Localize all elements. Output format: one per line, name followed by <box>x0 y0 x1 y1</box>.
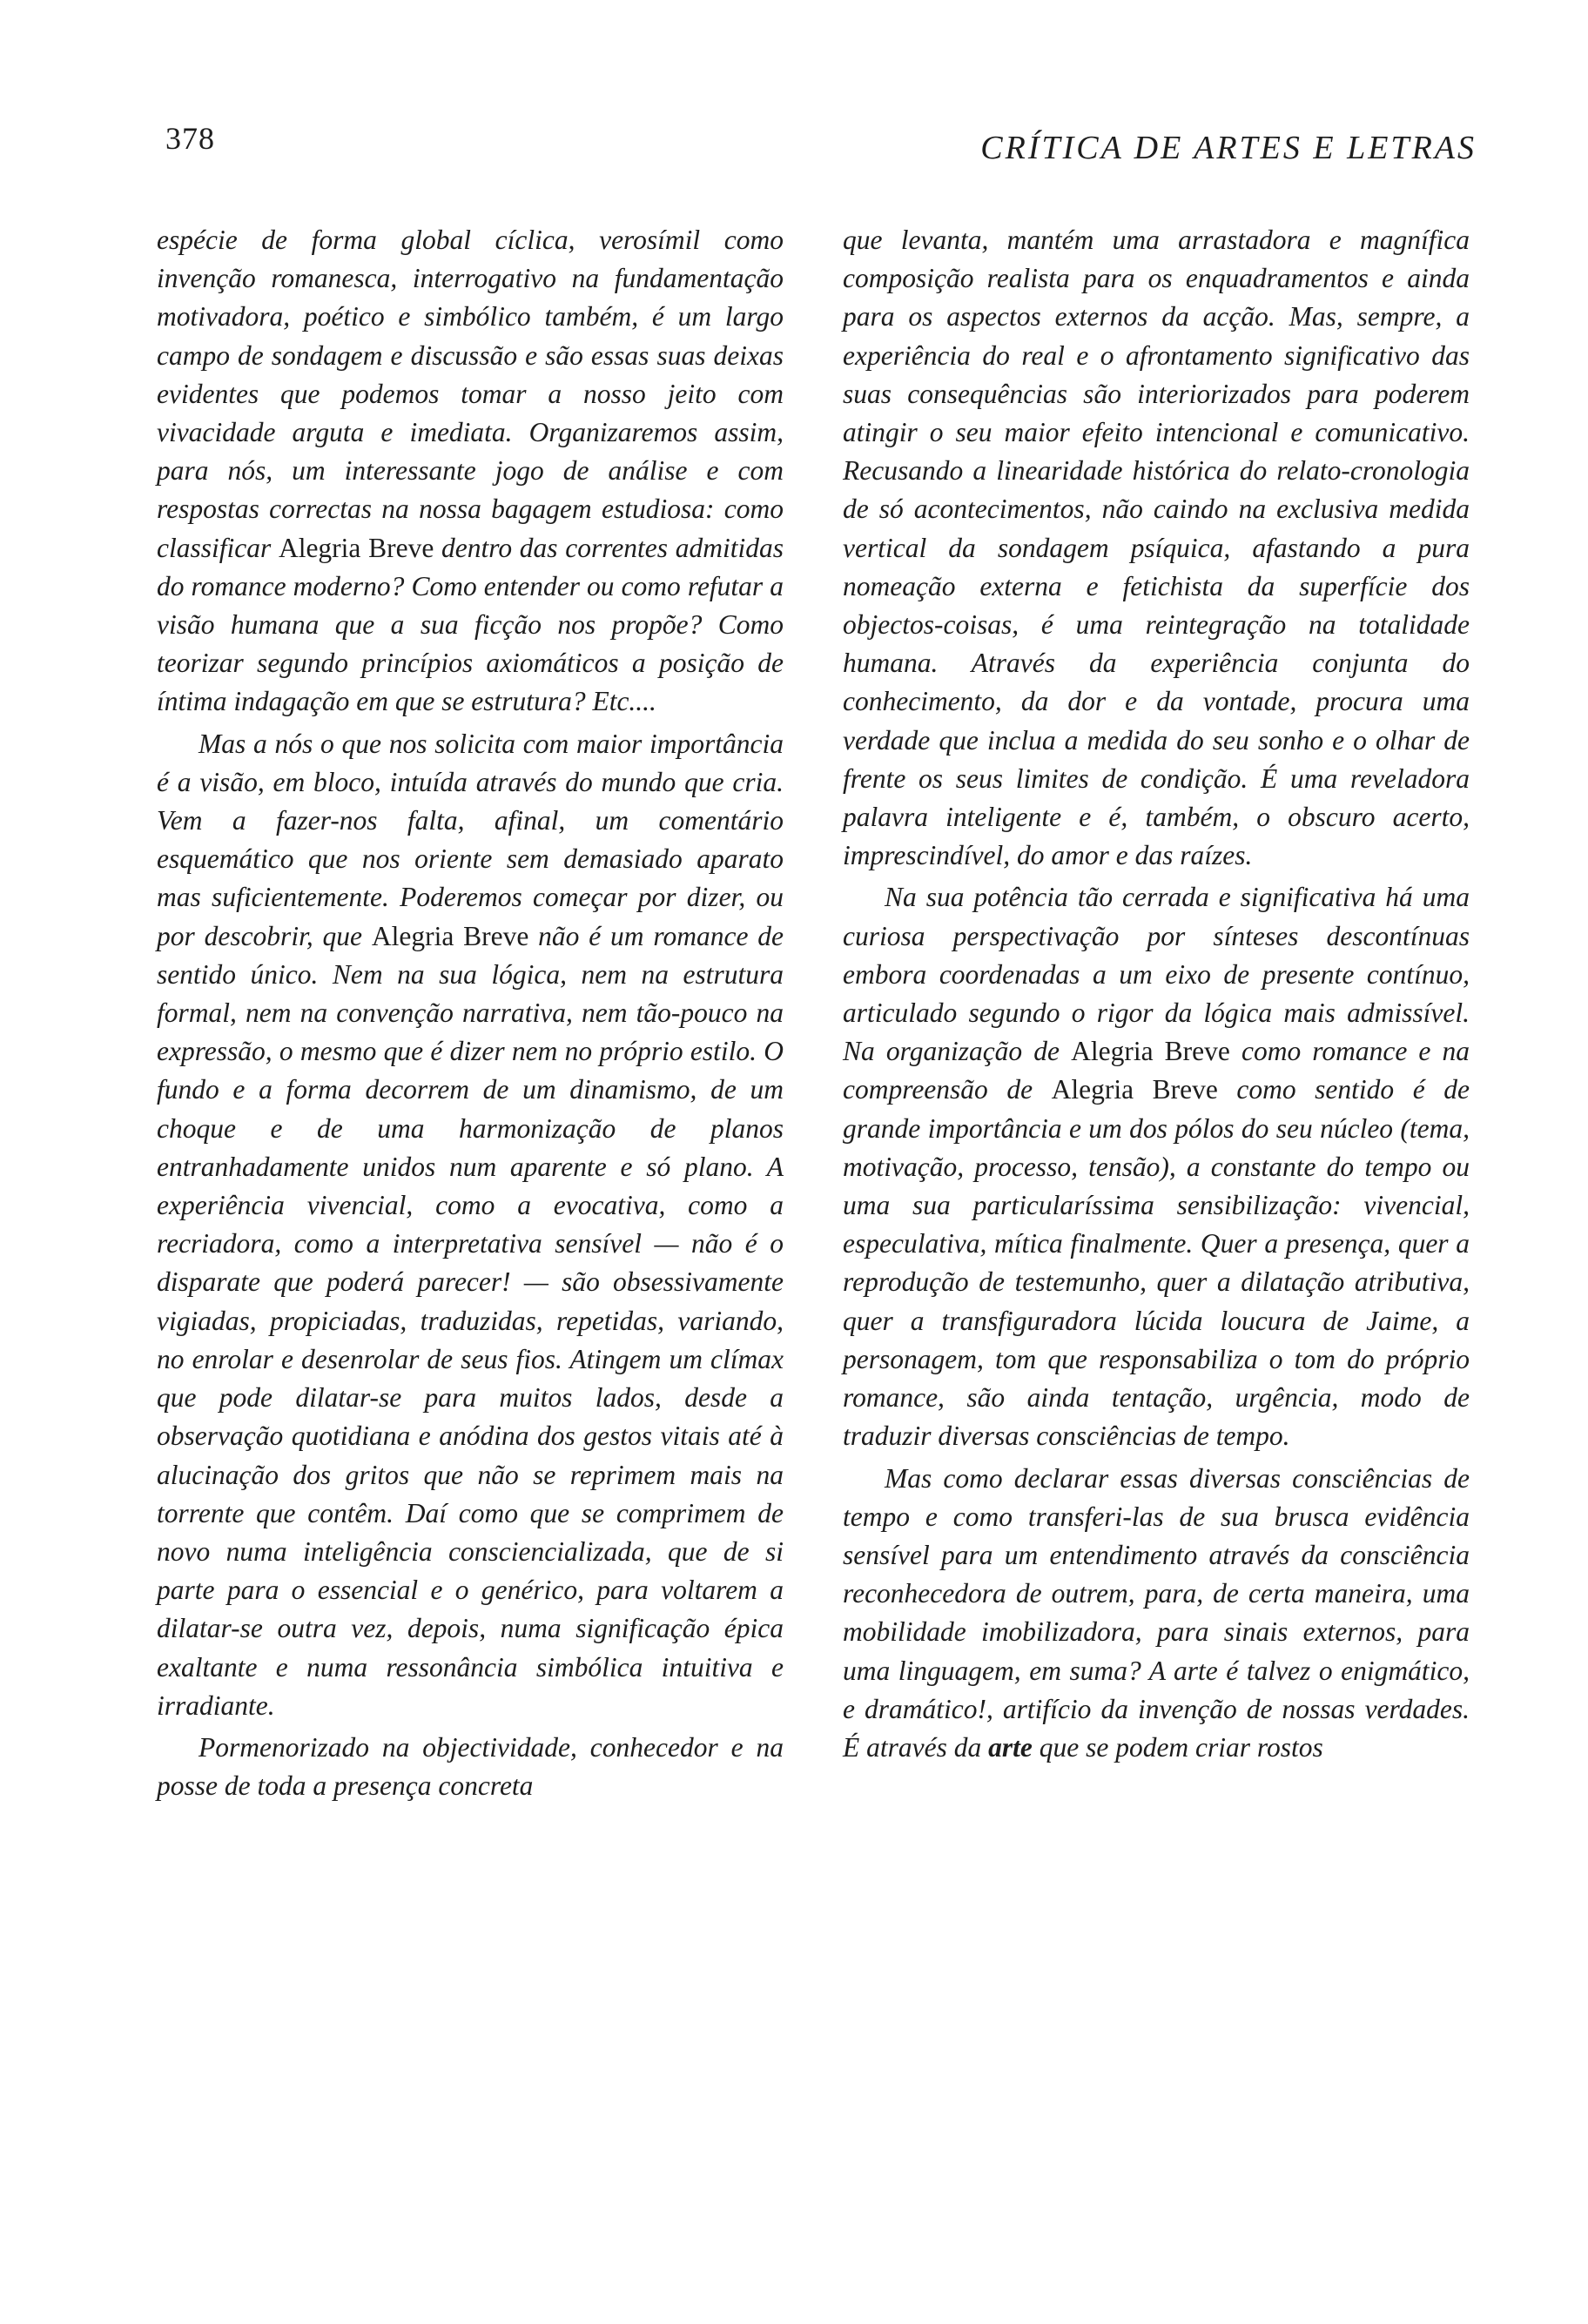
page-number: 378 <box>165 121 215 156</box>
paragraph-text: que se podem criar rostos <box>1032 1731 1323 1763</box>
paragraph-text: como sentido é de grande importância e um dos pólos do seu núcleo (tema, motivação, processo, tensão), a constante do tempo ou uma sua particularíssima sensibilização: vivencial, especulativa, mítica finalmente. Quer a presença, quer a reprodução de testemunho, quer a dilatação atributiva, quer a transfiguradora lúcida loucura de Jaime, a personagem, tom que responsabiliza o tom do próprio romance, são ainda tentação, urgência, modo de traduzir diversas consciências de tempo. <box>843 1074 1470 1452</box>
paragraph-text: como romance e na compreensão de <box>843 1036 1470 1105</box>
right-column <box>843 221 1470 1767</box>
paragraph-text: não é um romance de sentido único. Nem na sua lógica, nem na estrutura formal, nem na convenção narrativa, nem tão-pouco na expressão, o mesmo que é dizer nem no próprio estilo. O fundo e a forma decorrem de um dinamismo, de um choque e de uma harmonização de planos entranhadamente unidos num aparente e só plano. A experiência vivencial, como a evocativa, como a recriadora, como a interpretativa sensível — não é o disparate que poderá parecer! — são obsessivamente vigiadas, propiciadas, traduzidas, repetidas, variando, no enrolar e desenrolar de seus fios. Atingem um clímax que pode dilatar-se para muitos lados, desde a observação quotidiana e anódina dos gestos vitais até à alucinação dos gritos que não se reprimem mais na torrente que contêm. Daí como que se comprimem de novo numa inteligência consciencializada, que de si parte para o essencial e o genérico, para voltarem a dilatar-se outra vez, depois, numa significação épica exaltante e numa ressonância simbólica intuitiva e irradiante. <box>157 920 784 1721</box>
right-paragraph-2 <box>843 878 1470 1455</box>
book-title: Alegria Breve <box>1051 1074 1218 1105</box>
book-title: Alegria Breve <box>278 532 434 563</box>
paragraph-text: que levanta, mantém uma arrastadora e magnífica composição realista para os enquadramentos e ainda para os aspectos externos da acção. Mas, sempre, a experiência do real e o afrontamento significativo das suas consequências são interiorizados para poderem atingir o seu maior efeito intencional e comunicativo. Recusando a linearidade histórica do relato-cronologia de só acontecimentos, não caindo na exclusiva medida vertical da sondagem psíquica, afastando a pura nomeação externa e fetichista da superfície dos objectos-coisas, é uma reintegração na totalidade humana. Através da experiência conjunta do conhecimento, da dor e da vontade, procura uma verdade que inclua a medida do seu sonho e o olhar de frente os seus limites de condição. É uma reveladora palavra inteligente e é, também, o obscuro acerto, imprescindível, do amor e das raízes. <box>843 225 1470 871</box>
left-column <box>157 221 784 1805</box>
paragraph-text: Pormenorizado na objectividade, conhecedor e na posse de toda a presença concreta <box>157 1731 784 1802</box>
paragraph-text: Mas a nós o que nos solicita com maior importância é a visão, em bloco, intuída através do mundo que cria. Vem a fazer-nos falta, afinal, um comentário esquemático que nos oriente sem demasiado aparato mas suficientemente. Poderemos começar por dizer, ou por descobrir, que <box>157 728 784 951</box>
book-title: Alegria Breve <box>371 920 529 951</box>
book-title: Alegria Breve <box>1071 1036 1230 1067</box>
left-paragraph-2 <box>157 725 784 1725</box>
paragraph-text: espécie de forma global cíclica, verosímil como invenção romanesca, interrogativo na fundamentação motivadora, poético e simbólico também, é um largo campo de sondagem e discussão e são essas suas deixas evidentes que podemos tomar a nosso jeito com vivacidade arguta e imediata. Organizaremos assim, para nós, um interessante jogo de análise e com respostas correctas na nossa bagagem estudiosa: como classificar <box>157 225 784 563</box>
paragraph-text: Mas como declarar essas diversas consciências de tempo e como transferi-las de sua brusca evidência sensível para um entendimento através da consciência reconhecedora de outrem, para, de certa maneira, uma mobilidade imobilizadora, para sinais externos, para uma linguagem, em suma? A arte é talvez o enigmático, e dramático!, artifício da invenção de nossas verdades. É através da <box>843 1462 1470 1763</box>
right-paragraph-1 <box>843 221 1470 875</box>
paragraph-text: Na sua potência tão cerrada e significativa há uma curiosa perspectivação por sínteses descontínuas embora coordenadas a um eixo de presente contínuo, articulado segundo o rigor da lógica mais admissível. Na organização de <box>843 882 1470 1067</box>
emphasis-text: arte <box>988 1731 1033 1763</box>
left-paragraph-1 <box>157 221 784 722</box>
paragraph-text: dentro das correntes admitidas do romance moderno? Como entender ou como refutar a visão humana que a sua ficção nos propõe? Como teorizar segundo princípios axiomáticos a posição de íntima indagação em que se estrutura? Etc.... <box>157 532 784 717</box>
right-paragraph-3 <box>843 1460 1470 1768</box>
left-paragraph-3 <box>157 1729 784 1805</box>
running-title: CRÍTICA DE ARTES E LETRAS <box>980 130 1477 166</box>
